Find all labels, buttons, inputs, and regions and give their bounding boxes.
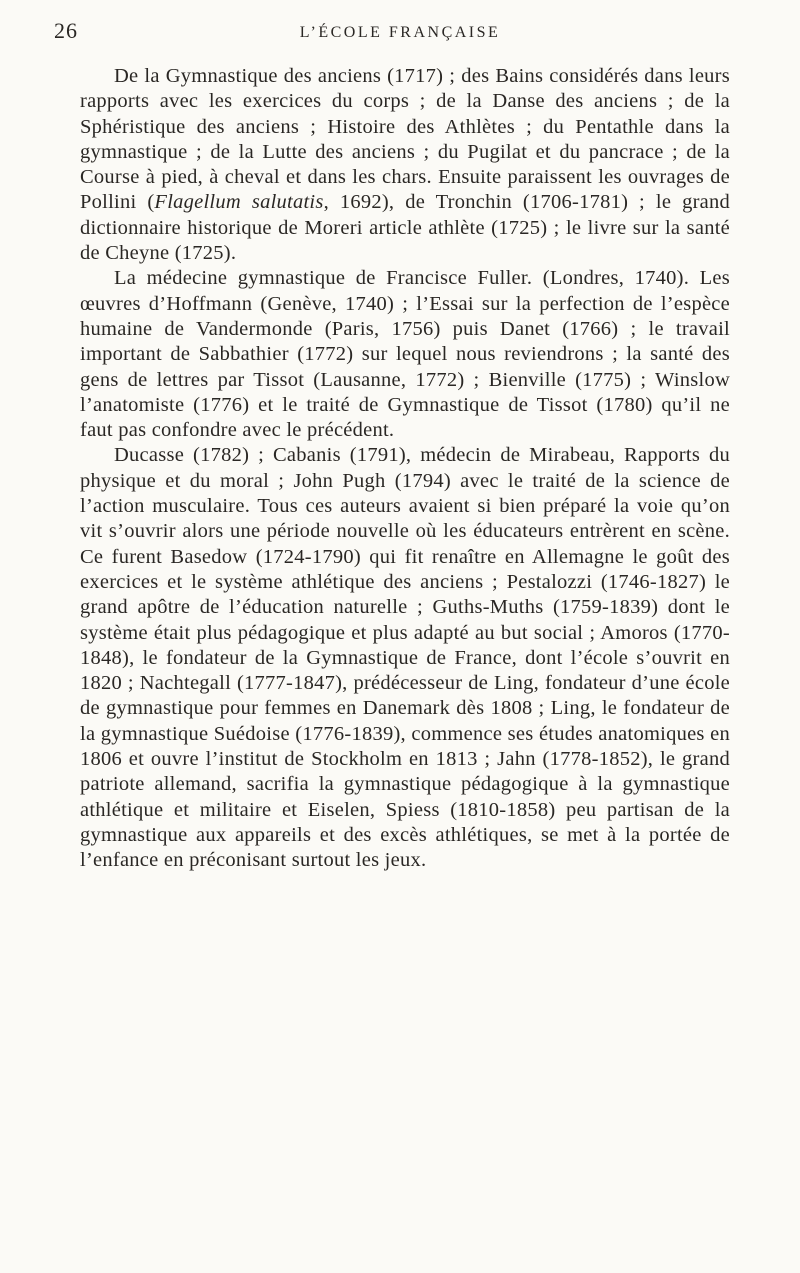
body-text bbox=[80, 64, 730, 874]
paragraph-2: La médecine gymnastique de Francisce Fuller. (Londres, 1740). Les œuvres d’Hoffmann (Genève, 1740) ; l’Essai sur la perfection de l’espèce humaine de Vandermonde (Paris, 1756) puis Danet (1766) ; le travail important de Sabbathier (1772) sur lequel nous reviendrons ; la santé des gens de lettres par Tissot (Lausanne, 1772) ; Bienville (1775) ; Winslow l’anatomiste (1776) et le traité de Gymnastique de Tissot (1780) qu’il ne faut pas confondre avec le précédent. bbox=[80, 267, 730, 442]
paragraph-1 bbox=[80, 64, 730, 266]
book-title-italic: Flagellum salutatis bbox=[154, 191, 324, 214]
paragraph-1-text-a: De la Gymnastique des anciens (1717) ; des Bains considérés dans leurs rapports avec les exercices du corps ; de la Danse des anciens ; de la Sphéristique des anciens ; Histoire des Athlètes ; du Pentathle dans la gymnastique ; de la Lutte des anciens ; du Pugilat et du pancrace ; de la Course à pied, à cheval et dans les chars. Ensuite paraissent les ouvrages de Pollini ( bbox=[80, 65, 730, 214]
page-number: 26 bbox=[54, 18, 78, 43]
running-title: L’ÉCOLE FRANÇAISE bbox=[299, 24, 501, 41]
paragraph-3: Ducasse (1782) ; Cabanis (1791), médecin de Mirabeau, Rapports du physique et du moral ; John Pugh (1794) avec le traité de la science de l’action musculaire. Tous ces auteurs avaient si bien préparé la voie qu’on vit s’ouvrir alors une période nouvelle où les éducateurs entrèrent en scène. Ce furent Basedow (1724-1790) qui fit renaître en Allemagne le goût des exercices et le système athlétique des anciens ; Pestalozzi (1746-1827) le grand apôtre de l’éducation naturelle ; Guths-Muths (1759-1839) dont le système était plus pédagogique et plus adapté au but social ; Amoros (1770-1848), le fondateur de la Gymnastique de France, dont l’école s’ouvrit en 1820 ; Nachtegall (1777-1847), prédécesseur de Ling, fondateur d’une école de gymnastique pour femmes en Danemark dès 1808 ; Ling, le fondateur de la gymnastique Suédoise (1776-1839), commence ses études anatomiques en 1806 et ouvre l’institut de Stockholm en 1813 ; Jahn (1778-1852), le grand patriote allemand, sacrifia la gymnastique pédagogique à la gymnastique athlétique et militaire et Eiselen, Spiess (1810-1858) peu partisan de la gymnastique aux appareils et des excès athlétiques, se met à la portée de l’enfance en préconisant surtout les jeux. bbox=[80, 444, 730, 872]
paragraph-1-text-b: , 1692), de Tronchin (1706-1781) ; le grand dictionnaire historique de Moreri article athlète (1725) ; le livre sur la santé de Cheyne (1725). bbox=[80, 191, 731, 265]
